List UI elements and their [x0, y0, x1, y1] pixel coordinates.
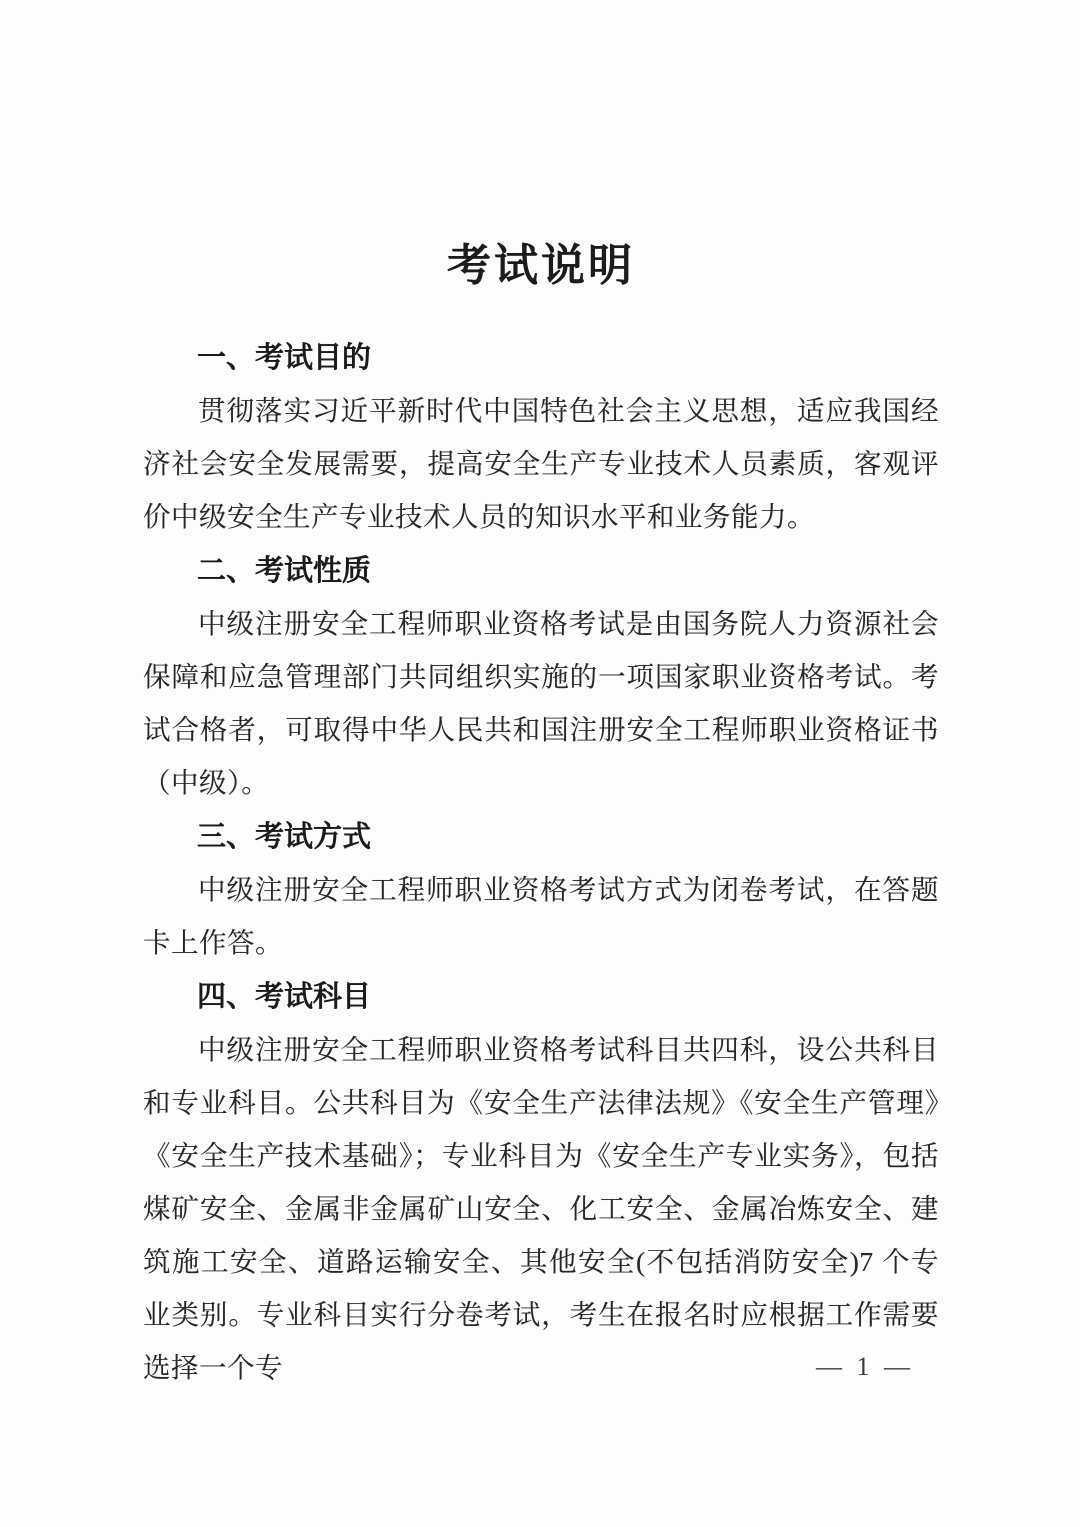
section-exam-nature: [143, 545, 939, 809]
section-heading: 三、考试方式: [197, 821, 372, 853]
section-exam-subjects: [143, 971, 939, 1394]
section-heading: 二、考试性质: [197, 555, 372, 587]
document-title: 考试说明: [447, 241, 635, 290]
section-heading: 一、考试目的: [197, 342, 372, 374]
document-content: [143, 240, 939, 1394]
section-exam-method: [143, 811, 939, 969]
section-paragraph: 中级注册安全工程师职业资格考试是由国务院人力资源社会保障和应急管理部门共同组织实施的一项国家职业资格考试。考试合格者，可取得中华人民共和国注册安全工程师职业资格证书（中级）。: [143, 608, 939, 798]
page-number: — 1 —: [816, 1352, 914, 1381]
section-paragraph: 中级注册安全工程师职业资格考试方式为闭卷考试，在答题卡上作答。: [143, 874, 939, 958]
section-paragraph: 中级注册安全工程师职业资格考试科目共四科，设公共科目和专业科目。公共科目为《安全生产法律法规》《安全生产管理》《安全生产技术基础》；专业科目为《安全生产专业实务》，包括煤矿安全、金属非金属矿山安全、化工安全、金属冶炼安全、建筑施工安全、道路运输安全、其他安全(不包括消防安全)7 个专业类别。专业科目实行分卷考试，考生在报名时应根据工作需要选择一个专: [143, 1034, 939, 1383]
section-exam-purpose: [143, 332, 939, 543]
section-paragraph: 贯彻落实习近平新时代中国特色社会主义思想，适应我国经济社会安全发展需要，提高安全生产专业技术人员素质，客观评价中级安全生产专业技术人员的知识水平和业务能力。: [143, 395, 939, 532]
section-heading: 四、考试科目: [197, 981, 372, 1013]
